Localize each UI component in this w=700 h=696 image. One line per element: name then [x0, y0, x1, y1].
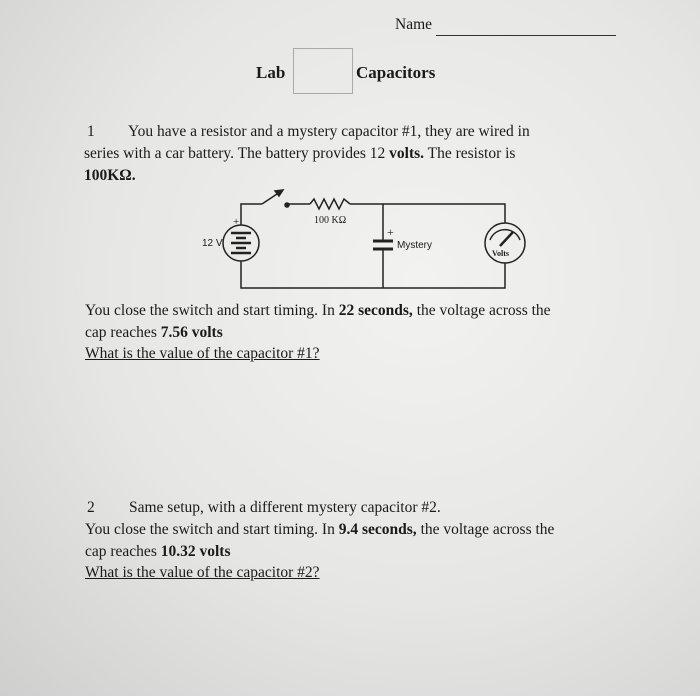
battery-plus: +: [233, 216, 240, 228]
resistor-label: 100 KΩ: [314, 215, 347, 226]
page-title: Capacitors: [356, 63, 436, 82]
q1-result-line1: [85, 300, 551, 321]
q2-number: 2: [87, 499, 95, 516]
q2-question: What is the value of the capacitor #2?: [85, 564, 320, 581]
q1-result-line2: [85, 322, 223, 343]
q2-result-line1: [85, 519, 554, 540]
switch-contact: [285, 203, 289, 207]
text: You close the switch and start timing. In: [85, 302, 339, 319]
battery-label: 12 V: [202, 238, 223, 249]
cap-label: Mystery: [397, 240, 432, 251]
text: the voltage across the: [412, 302, 551, 319]
text: You close the switch and start timing. In: [85, 521, 339, 538]
text: 10.32 volts: [160, 543, 231, 560]
battery-cells: [231, 233, 251, 253]
q1-number: 1: [87, 123, 95, 140]
q2-result-line2: [85, 541, 230, 562]
meter-label: Volts: [492, 249, 510, 258]
cap-plus: +: [387, 225, 394, 239]
text: cap reaches: [85, 543, 161, 560]
resistor: [310, 199, 350, 209]
text: cap reaches: [85, 324, 161, 341]
q1-question: What is the value of the capacitor #1?: [85, 345, 320, 362]
lab-label: Lab: [256, 63, 286, 82]
text: 9.4 seconds,: [338, 521, 417, 538]
q1-line1: You have a resistor and a mystery capacitor #1, they are wired in: [128, 123, 530, 140]
q1-line3: 100KΩ.: [84, 167, 136, 184]
name-label: Name: [395, 16, 433, 33]
text: 7.56 volts: [160, 324, 223, 341]
text: series with a car battery. The battery provides 12: [84, 145, 390, 162]
wires: [241, 204, 505, 288]
text: The resistor is: [424, 145, 516, 162]
meter-dial: [490, 230, 520, 240]
text: 22 seconds,: [338, 302, 413, 319]
text: the voltage across the: [416, 521, 555, 538]
text: volts.: [389, 145, 425, 162]
q2-line1: Same setup, with a different mystery capacitor #2.: [129, 499, 441, 516]
